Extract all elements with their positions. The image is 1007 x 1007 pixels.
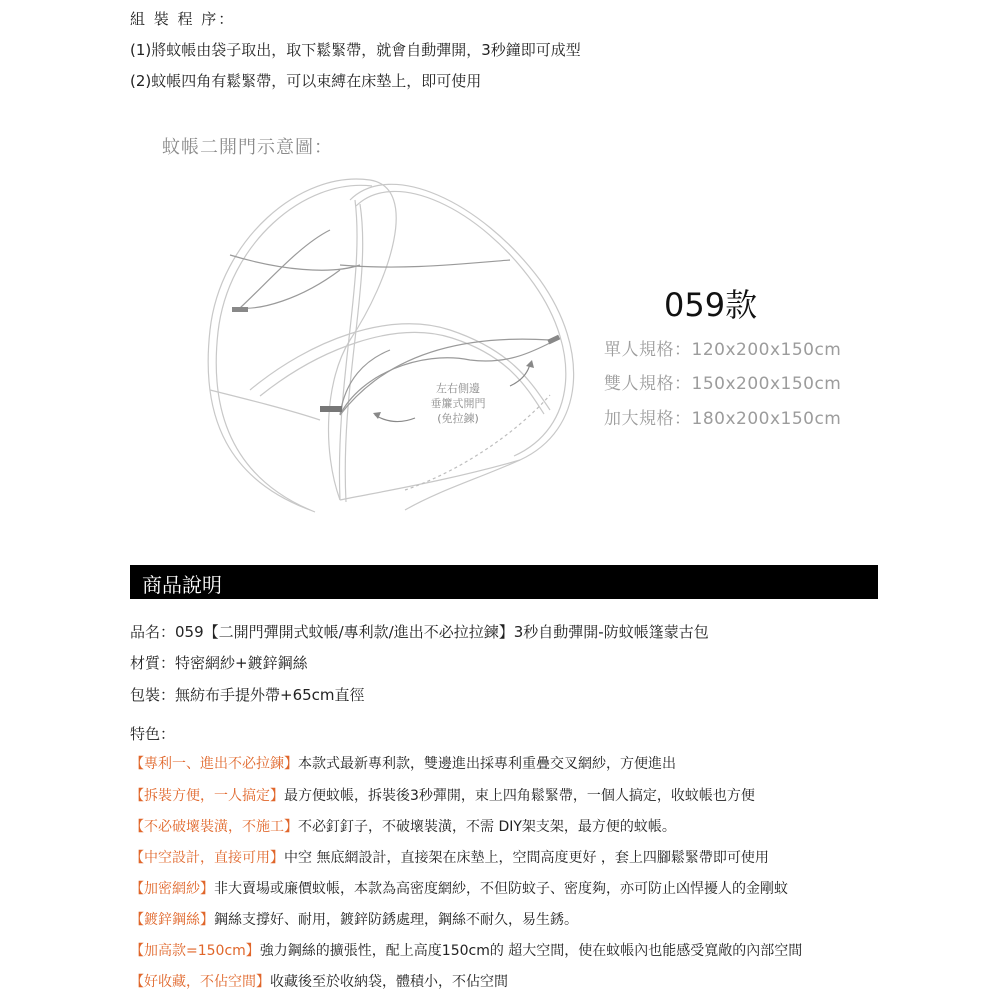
model-name: 059款 <box>664 286 758 324</box>
features-label: 特色： <box>130 725 176 743</box>
feature-tag: 【專利一、進出不必拉鍊】 <box>130 756 298 772</box>
feature-text: 鋼絲支撐好、耐用，鍍鋅防銹處理，鋼絲不耐久，易生銹。 <box>214 912 578 928</box>
size-double: 雙人規格：150x200x150cm <box>604 374 842 394</box>
mosquito-net-diagram <box>190 160 600 540</box>
feature-text: 強力鋼絲的擴張性，配上高度150cm的 超大空間，使在蚊帳內也能感受寬敞的內部空間 <box>259 943 803 959</box>
section-bar <box>130 565 878 599</box>
section-title: 商品說明 <box>142 573 222 597</box>
feature-tag: 【鍍鋅鋼絲】 <box>130 912 214 928</box>
feature-item <box>130 848 769 868</box>
feature-tag: 【加高款=150cm】 <box>130 943 260 959</box>
feature-tag: 【好收藏，不佔空間】 <box>130 974 270 990</box>
feature-tag: 【加密網紗】 <box>130 881 214 897</box>
feature-item <box>130 786 755 806</box>
tie-center <box>320 406 342 412</box>
tie-left <box>232 307 248 312</box>
assembly-step-1: (1)將蚊帳由袋子取出，取下鬆緊帶，就會自動彈開，3秒鐘即可成型 <box>130 41 581 59</box>
feature-item <box>130 754 676 774</box>
feature-item <box>130 817 676 837</box>
feature-text: 本款式最新專利款，雙邊進出採專利重疊交叉網紗，方便進出 <box>298 756 676 772</box>
tie-right <box>547 335 560 345</box>
feature-tag: 【中空設計，直接可用】 <box>130 850 284 866</box>
feature-text: 非大賣場或廉價蚊帳，本款為高密度網紗，不但防蚊子、密度夠，亦可防止凶悍擾人的金剛蚊 <box>214 881 788 897</box>
product-material: 材質：特密網紗+鍍鋅鋼絲 <box>130 654 308 672</box>
product-name: 品名：059【二開門彈開式蚊帳/專利款/進出不必拉拉鍊】3秒自動彈開-防蚊帳篷蒙古包 <box>130 623 709 641</box>
feature-item <box>130 879 788 899</box>
note-line-2: 垂簾式開門 <box>430 397 486 410</box>
note-line-1: 左右側邊 <box>436 382 480 395</box>
assembly-heading: 組 裝 程 序： <box>130 10 236 28</box>
size-king: 加大規格：180x200x150cm <box>604 409 842 429</box>
feature-tag: 【拆裝方便，一人搞定】 <box>130 788 284 804</box>
assembly-step-2: (2)蚊帳四角有鬆緊帶，可以束縛在床墊上，即可使用 <box>130 72 482 90</box>
feature-text: 不必釘釘子，不破壞裝潢，不需 DIY架支架，最方便的蚊帳。 <box>298 819 676 835</box>
feature-item <box>130 972 508 992</box>
size-single: 單人規格：120x200x150cm <box>604 340 842 360</box>
feature-tag: 【不必破壞裝潢，不施工】 <box>130 819 298 835</box>
feature-item <box>130 910 578 930</box>
product-package: 包裝：無紡布手提外帶+65cm直徑 <box>130 686 365 704</box>
note-line-3: (免拉鍊) <box>437 412 479 425</box>
feature-item <box>130 941 802 961</box>
feature-text: 收藏後至於收納袋，體積小，不佔空間 <box>270 974 508 990</box>
feature-text: 最方便蚊帳，拆裝後3秒彈開，束上四角鬆緊帶，一個人搞定，收蚊帳也方便 <box>284 788 755 804</box>
feature-text: 中空 無底網設計，直接架在床墊上，空間高度更好 ，套上四腳鬆緊帶即可使用 <box>284 850 769 866</box>
diagram-title: 蚊帳二開門示意圖： <box>162 137 333 158</box>
